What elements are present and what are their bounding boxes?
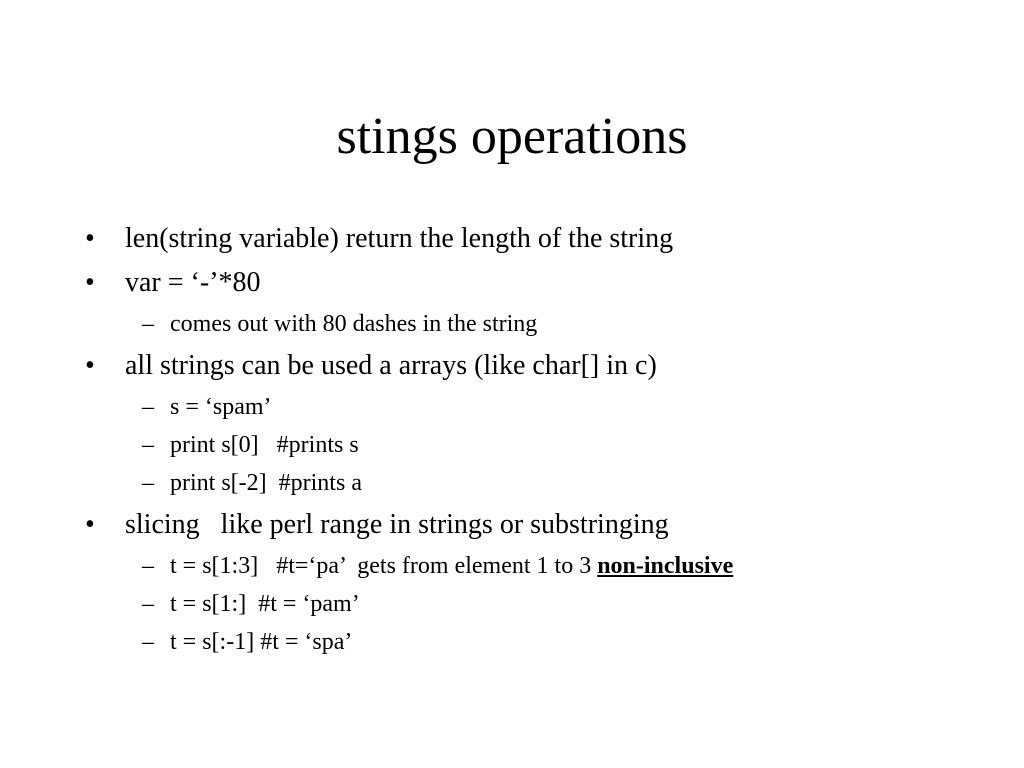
sub-bullet-text: print s[-2] #prints a: [170, 470, 362, 496]
bullet-marker: •: [85, 267, 95, 298]
emphasis-text: non-inclusive: [597, 553, 734, 579]
bullet-item: [85, 266, 985, 300]
sub-bullet-item: [85, 628, 985, 657]
sub-bullet-text: comes out with 80 dashes in the string: [170, 311, 538, 337]
sub-bullet-marker: –: [142, 311, 154, 337]
bullet-list: [85, 222, 985, 657]
bullet-marker: •: [85, 509, 95, 540]
bullet-item: [85, 508, 985, 542]
bullet-text: var = ‘-’*80: [125, 267, 261, 298]
sub-bullet-marker: –: [142, 470, 154, 496]
sub-bullet-text: [170, 552, 733, 581]
bullet-item: [85, 222, 985, 256]
sub-bullet-marker: –: [142, 432, 154, 458]
sub-bullet-item: [85, 431, 985, 460]
bullet-text: len(string variable) return the length of the string: [125, 223, 674, 254]
sub-bullet-text: s = ‘spam’: [170, 394, 272, 420]
bullet-marker: •: [85, 223, 95, 254]
sub-bullet-item: [85, 393, 985, 422]
sub-bullet-marker: –: [142, 394, 154, 420]
bullet-text: slicing like perl range in strings or substringing: [125, 509, 669, 540]
sub-bullet-marker: –: [142, 553, 154, 579]
sub-bullet-text: t = s[:-1] #t = ‘spa’: [170, 629, 353, 655]
sub-bullet-text-plain: t = s[1:3] #t=‘pa’ gets from element 1 to 3: [170, 553, 598, 579]
sub-bullet-marker: –: [142, 591, 154, 617]
sub-bullet-item: [85, 469, 985, 498]
sub-bullet-text: print s[0] #prints s: [170, 432, 359, 458]
bullet-item: [85, 349, 985, 383]
bullet-marker: •: [85, 350, 95, 381]
sub-bullet-text: t = s[1:] #t = ‘pam’: [170, 591, 360, 617]
bullet-text: all strings can be used a arrays (like char[] in c): [125, 350, 657, 381]
sub-bullet-item: [85, 590, 985, 619]
slide-title: stings operations: [336, 108, 688, 165]
sub-bullet-marker: –: [142, 629, 154, 655]
sub-bullet-item: [85, 552, 985, 581]
sub-bullet-item: [85, 310, 985, 339]
